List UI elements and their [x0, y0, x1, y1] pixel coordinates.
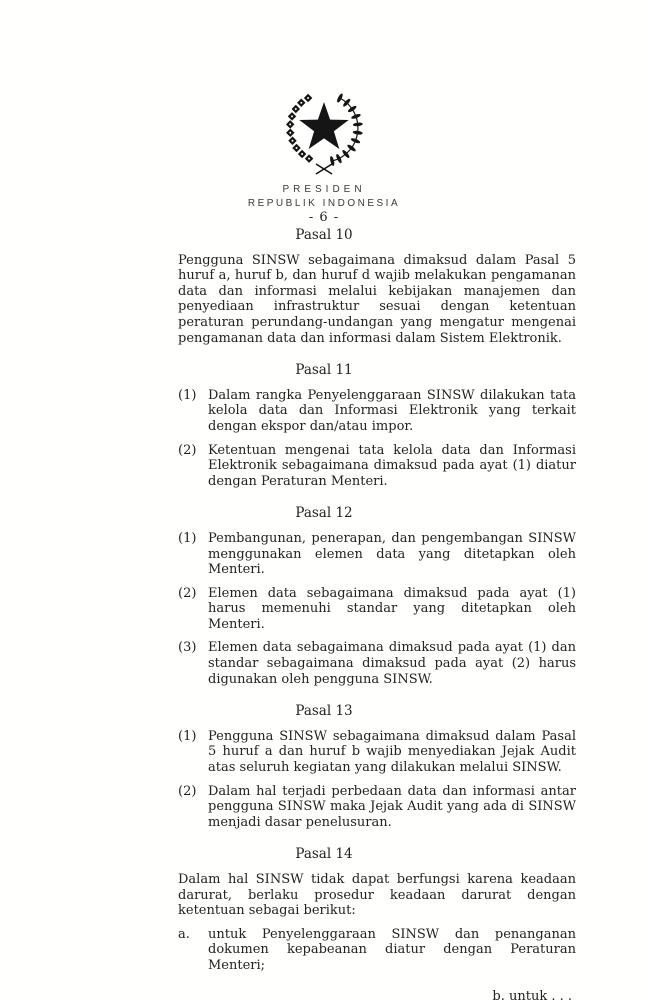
item-marker: (1) [178, 387, 197, 403]
item-marker: (3) [178, 640, 197, 656]
lettered-item [178, 927, 576, 974]
item-text: Elemen data sebagaimana dimaksud pada ayat (1) harus memenuhi standar yang ditetapkan oleh Menteri. [208, 585, 576, 632]
item-marker: (2) [178, 783, 197, 799]
letterhead-line1: PRESIDEN [282, 184, 366, 195]
item-marker: (2) [178, 585, 197, 601]
page-number: - 6 - [308, 210, 340, 225]
numbered-item [178, 388, 576, 435]
item-marker: (1) [178, 728, 197, 744]
item-text: Dalam rangka Penyelenggaraan SINSW dilakukan tata kelola data dan Informasi Elektronik yang terkait dengan ekspor dan/atau impor. [208, 387, 576, 434]
numbered-item [178, 531, 576, 578]
presidential-star-wreath-emblem-icon [271, 82, 377, 178]
item-text: Dalam hal terjadi perbedaan data dan informasi antar pengguna SINSW maka Jejak Audit yang ada di SINSW menjadi dasar penelusuran. [208, 783, 576, 830]
item-marker: (2) [178, 442, 197, 458]
numbered-item [178, 784, 576, 831]
item-marker: (1) [178, 530, 197, 546]
letterhead [0, 82, 648, 210]
numbered-item [178, 640, 576, 687]
item-text: Elemen data sebagaimana dimaksud pada ayat (1) dan standar sebagaimana dimaksud pada ayat (2) harus digunakan oleh pengguna SINSW. [208, 640, 576, 687]
section-heading-pasal-14: Pasal 14 [295, 846, 353, 863]
numbered-item [178, 586, 576, 633]
section-heading-pasal-11: Pasal 11 [295, 362, 353, 379]
section-heading-pasal-12: Pasal 12 [295, 505, 353, 522]
item-marker: a. [178, 926, 190, 942]
section-paragraph: Pengguna SINSW sebagaimana dimaksud dalam Pasal 5 huruf a, huruf b, dan huruf d wajib melakukan pengamanan data dan informasi melalui kebijakan manajemen dan penyediaan infrastruktur sesuai dengan ketentuan peraturan perundang-undangan yang mengatur mengenai pengamanan data dan informasi dalam Sistem Elektronik. [178, 252, 576, 346]
item-text: Ketentuan mengenai tata kelola data dan Informasi Elektronik sebagaimana dimaksud pada ayat (1) diatur dengan Peraturan Menteri. [208, 442, 576, 489]
item-text: Pembangunan, penerapan, dan pengembangan SINSW menggunakan elemen data yang ditetapkan oleh Menteri. [208, 530, 576, 578]
section-heading-pasal-10: Pasal 10 [295, 227, 353, 243]
document-body [178, 228, 576, 1000]
item-text: untuk Penyelenggaraan SINSW dan penanganan dokumen kepabeanan diatur dengan Peraturan Menteri; [208, 926, 576, 973]
continuation-catchword: b. untuk . . . [492, 988, 572, 1000]
numbered-item [178, 729, 576, 776]
numbered-item [178, 443, 576, 490]
section-paragraph: Dalam hal SINSW tidak dapat berfungsi karena keadaan darurat, berlaku prosedur keadaan darurat dengan ketentuan sebagai berikut: [178, 872, 576, 919]
item-text: Pengguna SINSW sebagaimana dimaksud dalam Pasal 5 huruf a dan huruf b wajib menyediakan Jejak Audit atas seluruh kegiatan yang dilakukan melalui SINSW. [208, 728, 576, 776]
letterhead-line2: REPUBLIK INDONESIA [247, 198, 401, 209]
section-heading-pasal-13: Pasal 13 [295, 703, 353, 720]
